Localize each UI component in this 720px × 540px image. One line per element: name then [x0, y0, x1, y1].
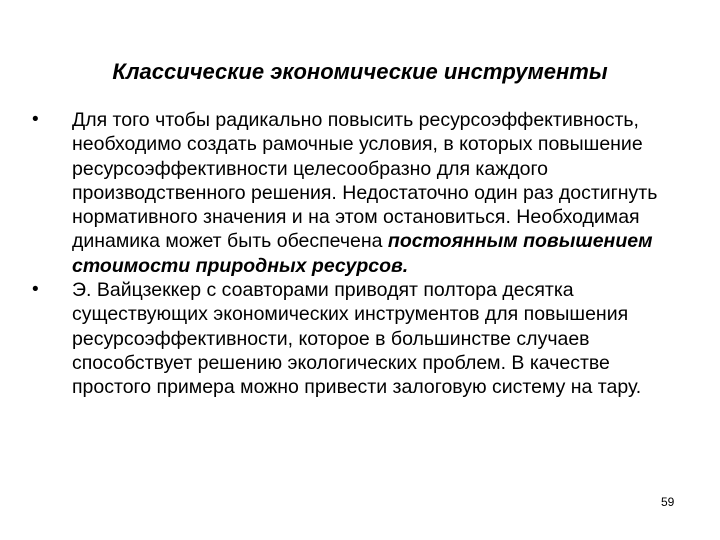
bullet-marker: •: [32, 109, 39, 130]
bullet-item-2: [30, 278, 690, 399]
bullet-emphasis: постоянным повышением стоимости природных ресурсов.: [72, 230, 653, 277]
page-number: 59: [661, 495, 675, 509]
bullet-list: [30, 108, 690, 400]
bullet-marker: •: [32, 279, 39, 301]
bullet-item-1: [30, 108, 690, 278]
slide-title: Классические экономические инструменты: [112, 59, 608, 84]
bullet-text: Для того чтобы радикально повысить ресурсоэффективность, необходимо создать рамочные условия, в которых повышение ресурсоэффективности целесообразно для каждого производственного решения. Недостаточно один раз достигнуть нормативного значения и на этом остановиться. Необходимая динамика может быть обеспечена: [72, 109, 658, 253]
bullet-text: Э. Вайцзеккер с соавторами приводят полтора десятка существующих экономических инструментов для повышения ресурсоэффективности, которое в большинстве случаев способствует решению экологических проблем. В качестве простого примера можно привести залоговую систему на тару.: [72, 279, 642, 399]
